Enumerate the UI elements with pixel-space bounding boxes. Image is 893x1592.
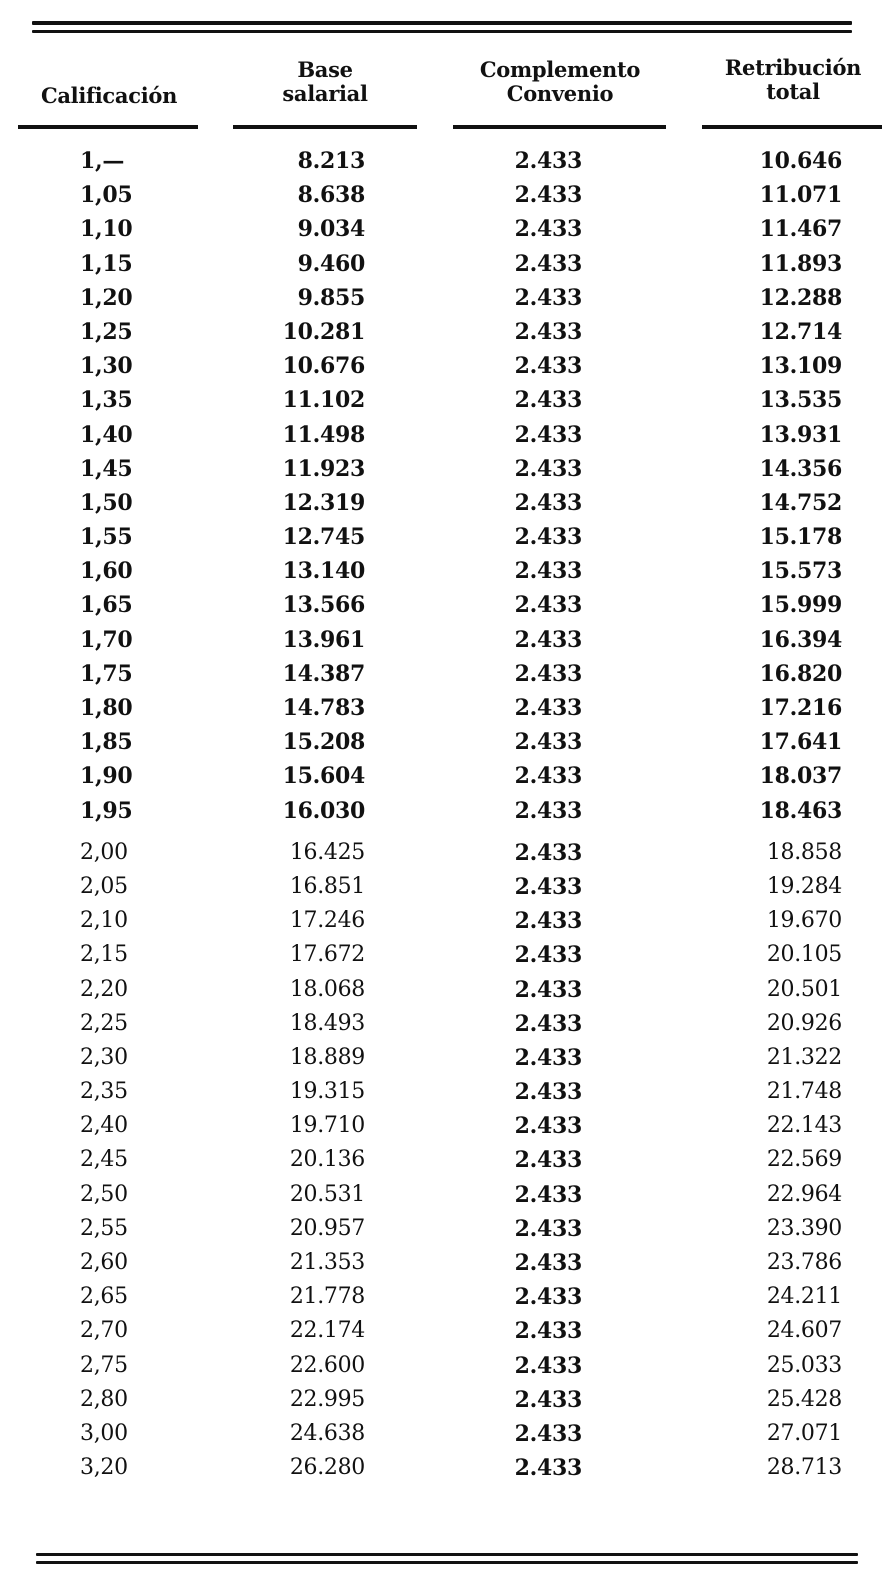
cell-complemento: 2.433 [514,839,582,866]
cell-calificacion: 2,50 [80,1181,128,1207]
cell-calificacion: 2,80 [80,1386,128,1412]
cell-complemento: 2.433 [514,1455,582,1482]
table-row [0,1316,893,1350]
header-retribucion-total [700,56,886,104]
bottom-rule [36,1553,858,1556]
cell-base-salarial: 9.855 [297,284,365,311]
table-row [0,1248,893,1282]
cell-calificacion: 1,15 [80,250,133,277]
cell-retribucion-total: 13.535 [759,387,842,414]
table-body [0,146,893,1487]
cell-complemento: 2.433 [514,763,582,790]
table-row [0,838,893,872]
top-rule-inner [32,30,852,33]
cell-calificacion: 2,60 [80,1250,128,1275]
header-complemento-line1: Complemento [479,57,641,82]
cell-retribucion-total: 17.641 [759,729,842,756]
cell-retribucion-total: 22.569 [766,1147,842,1173]
cell-base-salarial: 19.315 [289,1079,365,1105]
cell-base-salarial: 14.387 [282,660,365,687]
cell-base-salarial: 17.246 [289,908,365,934]
cell-retribucion-total: 28.713 [766,1455,842,1481]
cell-calificacion: 1,45 [80,455,133,482]
cell-complemento: 2.433 [514,455,582,482]
table-row [0,522,893,556]
cell-calificacion: 1,10 [80,216,133,243]
cell-base-salarial: 9.460 [297,250,365,277]
cell-calificacion: 2,15 [80,942,128,968]
cell-calificacion: 1,60 [80,558,133,585]
cell-complemento: 2.433 [514,626,582,653]
cell-base-salarial: 20.136 [289,1147,365,1173]
cell-base-salarial: 24.638 [289,1420,365,1446]
table-row [0,1111,893,1145]
table-row [0,351,893,385]
cell-retribucion-total: 19.670 [766,908,842,934]
table-row [0,385,893,419]
header-base-line2: salarial [282,81,368,106]
table-row [0,1351,893,1385]
cell-calificacion: 1,05 [80,182,133,209]
cell-complemento: 2.433 [514,250,582,277]
cell-retribucion-total: 13.931 [759,421,842,448]
cell-retribucion-total: 21.748 [766,1079,842,1105]
cell-complemento: 2.433 [514,695,582,721]
table-row [0,1385,893,1419]
cell-base-salarial: 17.672 [289,942,365,968]
cell-complemento: 2.433 [514,1420,582,1447]
cell-retribucion-total: 22.964 [766,1181,842,1207]
cell-calificacion: 2,35 [80,1079,128,1105]
cell-complemento: 2.433 [514,660,582,687]
cell-retribucion-total: 23.786 [766,1250,842,1275]
cell-base-salarial: 22.995 [289,1386,365,1412]
cell-base-salarial: 8.638 [297,182,365,209]
table-row [0,1180,893,1214]
cell-calificacion: 2,75 [80,1352,128,1378]
cell-complemento: 2.433 [514,1318,582,1345]
cell-calificacion: 2,40 [80,1113,128,1139]
cell-retribucion-total: 17.216 [759,695,842,721]
cell-calificacion: 2,55 [80,1215,128,1241]
header-retribucion-line2: total [766,79,820,104]
cell-base-salarial: 21.353 [289,1250,365,1275]
cell-base-salarial: 12.745 [282,524,365,551]
cell-calificacion: 1,35 [80,387,133,414]
cell-retribucion-total: 18.037 [759,763,842,790]
cell-retribucion-total: 25.428 [766,1386,842,1412]
table-row [0,146,893,180]
cell-base-salarial: 19.710 [289,1113,365,1139]
cell-retribucion-total: 14.356 [759,455,842,482]
cell-complemento: 2.433 [514,284,582,311]
table-row [0,659,893,693]
cell-calificacion: 2,70 [80,1318,128,1344]
cell-calificacion: 1,30 [80,353,133,380]
header-calificacion-label: Calificación [40,83,178,108]
cell-base-salarial: 18.068 [289,976,365,1002]
cell-retribucion-total: 11.071 [759,182,842,209]
cell-base-salarial: 9.034 [297,216,365,243]
cell-calificacion: 1,70 [80,626,133,653]
cell-complemento: 2.433 [514,908,582,935]
cell-calificacion: 2,65 [80,1284,128,1310]
table-row [0,317,893,351]
table-row [0,1419,893,1453]
cell-retribucion-total: 25.033 [766,1352,842,1378]
cell-calificacion: 1,55 [80,524,133,551]
cell-complemento: 2.433 [514,942,582,969]
table-row [0,761,893,795]
cell-retribucion-total: 18.463 [759,797,842,824]
table-row [0,727,893,761]
cell-retribucion-total: 27.071 [766,1420,842,1446]
cell-retribucion-total: 20.501 [766,976,842,1002]
cell-base-salarial: 15.604 [282,763,365,790]
table-row [0,625,893,659]
cell-calificacion: 1,90 [80,763,133,790]
cell-calificacion: 2,30 [80,1044,128,1070]
cell-calificacion: 1,65 [80,592,133,619]
cell-calificacion: 2,45 [80,1147,128,1173]
cell-calificacion: 2,05 [80,873,128,899]
cell-base-salarial: 26.280 [289,1455,365,1481]
cell-base-salarial: 12.319 [282,489,365,516]
cell-complemento: 2.433 [514,873,582,900]
header-base-line1: Base [297,57,353,82]
cell-base-salarial: 16.851 [289,873,365,899]
cell-base-salarial: 22.174 [289,1318,365,1344]
table-row [0,488,893,522]
table-row [0,940,893,974]
cell-retribucion-total: 14.752 [759,489,842,516]
cell-complemento: 2.433 [514,148,582,174]
table-row [0,556,893,590]
cell-retribucion-total: 24.607 [766,1318,842,1344]
cell-calificacion: 1,— [80,148,125,174]
cell-retribucion-total: 20.105 [766,942,842,968]
cell-base-salarial: 16.425 [289,839,365,865]
header-complemento-line2: Convenio [506,81,614,106]
cell-retribucion-total: 16.394 [759,626,842,653]
table-row [0,283,893,317]
cell-base-salarial: 14.783 [282,695,365,721]
cell-complemento: 2.433 [514,1284,582,1311]
cell-complemento: 2.433 [514,1044,582,1071]
cell-calificacion: 2,20 [80,976,128,1002]
cell-calificacion: 2,25 [80,1010,128,1036]
cell-complemento: 2.433 [514,558,582,585]
cell-base-salarial: 18.493 [289,1010,365,1036]
cell-base-salarial: 16.030 [282,797,365,824]
cell-complemento: 2.433 [514,1386,582,1413]
cell-complemento: 2.433 [514,1352,582,1379]
cell-complemento: 2.433 [514,1250,582,1276]
table-row [0,249,893,283]
table-row [0,1043,893,1077]
cell-complemento: 2.433 [514,1113,582,1140]
cell-complemento: 2.433 [514,216,582,243]
cell-retribucion-total: 13.109 [759,353,842,380]
table-row [0,872,893,906]
cell-complemento: 2.433 [514,1147,582,1174]
cell-retribucion-total: 20.926 [766,1010,842,1036]
table-row [0,454,893,488]
table-row [0,1077,893,1111]
cell-base-salarial: 10.676 [282,353,365,380]
bottom-rule-inner [36,1561,858,1564]
cell-base-salarial: 22.600 [289,1352,365,1378]
table-row [0,1214,893,1248]
cell-calificacion: 1,25 [80,318,133,345]
header-retribucion-line1: Retribución [724,55,862,80]
header-underline-2 [233,125,417,129]
cell-calificacion: 1,20 [80,284,133,311]
cell-retribucion-total: 12.288 [759,284,842,311]
table-row [0,693,893,727]
cell-retribucion-total: 23.390 [766,1215,842,1241]
cell-calificacion: 1,80 [80,695,133,721]
cell-calificacion: 1,40 [80,421,133,448]
header-underline-1 [18,125,198,129]
header-underline-3 [453,125,666,129]
cell-base-salarial: 11.923 [282,455,365,482]
header-calificacion [14,84,204,108]
cell-retribucion-total: 21.322 [766,1044,842,1070]
cell-calificacion: 1,75 [80,660,133,687]
cell-retribucion-total: 16.820 [759,660,842,687]
cell-base-salarial: 13.566 [282,592,365,619]
cell-complemento: 2.433 [514,1181,582,1208]
cell-retribucion-total: 22.143 [766,1113,842,1139]
cell-retribucion-total: 11.467 [759,216,842,243]
table-row [0,420,893,454]
cell-retribucion-total: 15.573 [759,558,842,585]
header-underline-4 [702,125,882,129]
table-row [0,180,893,214]
table-row [0,1009,893,1043]
cell-complemento: 2.433 [514,1010,582,1037]
header-base-salarial [233,58,417,106]
cell-complemento: 2.433 [514,1079,582,1106]
cell-base-salarial: 21.778 [289,1284,365,1310]
cell-base-salarial: 8.213 [297,148,365,174]
cell-calificacion: 3,20 [80,1455,128,1481]
table-row [0,796,893,830]
cell-retribucion-total: 18.858 [766,839,842,865]
section-gap [0,830,893,838]
cell-base-salarial: 11.102 [282,387,365,414]
cell-calificacion: 1,50 [80,489,133,516]
table-row [0,214,893,248]
cell-base-salarial: 13.961 [282,626,365,653]
cell-retribucion-total: 11.893 [759,250,842,277]
cell-base-salarial: 10.281 [282,318,365,345]
table-row [0,1282,893,1316]
table-row [0,1453,893,1487]
cell-base-salarial: 13.140 [282,558,365,585]
table-row [0,975,893,1009]
cell-base-salarial: 20.531 [289,1181,365,1207]
cell-complemento: 2.433 [514,592,582,619]
cell-complemento: 2.433 [514,1215,582,1242]
cell-complemento: 2.433 [514,387,582,414]
cell-complemento: 2.433 [514,729,582,756]
cell-base-salarial: 18.889 [289,1044,365,1070]
cell-complemento: 2.433 [514,182,582,209]
cell-complemento: 2.433 [514,976,582,1003]
cell-retribucion-total: 12.714 [759,318,842,345]
cell-calificacion: 3,00 [80,1420,128,1446]
cell-complemento: 2.433 [514,524,582,551]
cell-complemento: 2.433 [514,421,582,448]
table-row [0,906,893,940]
cell-calificacion: 1,85 [80,729,133,756]
cell-complemento: 2.433 [514,797,582,824]
table-row [0,1145,893,1179]
cell-retribucion-total: 19.284 [766,873,842,899]
table-row [0,590,893,624]
cell-calificacion: 1,95 [80,797,133,824]
cell-calificacion: 2,10 [80,908,128,934]
cell-base-salarial: 15.208 [282,729,365,756]
cell-complemento: 2.433 [514,318,582,345]
cell-retribucion-total: 10.646 [759,148,842,174]
cell-retribucion-total: 15.178 [759,524,842,551]
cell-retribucion-total: 24.211 [766,1284,842,1310]
top-rule [32,21,852,25]
header-complemento-convenio [450,58,670,106]
cell-complemento: 2.433 [514,489,582,516]
cell-base-salarial: 20.957 [289,1215,365,1241]
cell-complemento: 2.433 [514,353,582,380]
cell-calificacion: 2,00 [80,839,128,865]
cell-base-salarial: 11.498 [282,421,365,448]
cell-retribucion-total: 15.999 [759,592,842,619]
